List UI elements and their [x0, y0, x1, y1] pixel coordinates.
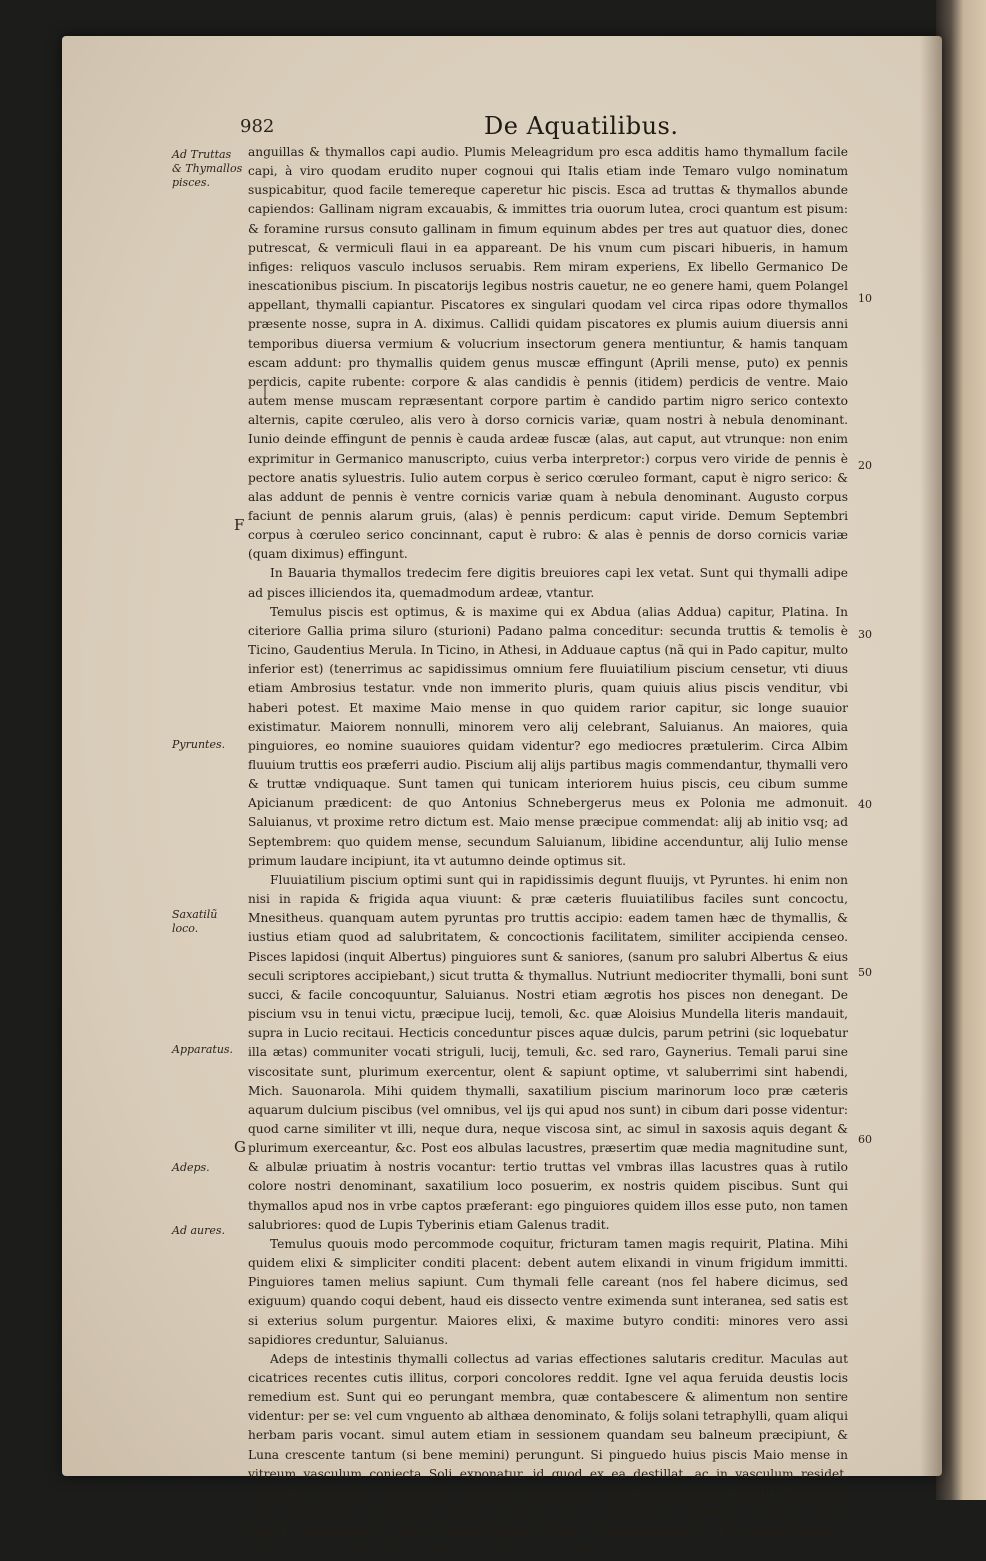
- facing-page-edge: [936, 0, 986, 1500]
- page-number: 982: [240, 116, 275, 137]
- margin-note-truttas: Ad Truttas & Thymallos pisces.: [172, 148, 243, 189]
- margin-note-adeps: Adeps.: [172, 1161, 210, 1174]
- paragraph-temulus: Temulus piscis est optimus, & is maxime qui ex Abdua (alias Addua) capitur, Platina. In citeriore Gallia prima siluro (sturioni) Padano palma conceditur: secunda truttis & temolis è Ticino, Gaudentius Merula. In Ticino, in Athesi, in Adduaue captus (nã qui in Pado capitur, multo inferior est) (tenerrimus ac sapidissimus omnium fere fluuiatilium piscium censetur, vti diuus etiam Ambrosius testatur. vnde non immerito pluris, quam quiuis alius piscis venditur, vbi haberi potest. Et maxime Maio mense in quo quidem rarior capitur, sic longe suauior existimatur. Maiorem nonnulli, minorem vero alij celebrant, Saluianus. An maiores, quia pinguiores, eo nomine suauiores quidam videntur? ego mediocres prætulerim. Circa Albim fluuium truttis eos præferri audio. Piscium alij alijs partibus magis commendantur, thymalli vero & truttæ vndiquaque. Sunt tamen qui tunicam interiorem huius piscis, ceu cibum summe Apicianum prædicent: de quo Antonius Schnebergerus meus ex Polonia me admonuit. Saluianus, vt proxime retro dictum est. Maio mense præcipue commendat: alij ab initio vsq; ad Septembrem: quo quidem mense, secundum Saluianum, libidine accenduntur, alij Iulio mense primum laudare incipiunt, ita vt autumno deinde optimus sit.: [248, 604, 848, 868]
- margin-note-pyruntes: Pyruntes.: [172, 738, 226, 751]
- paragraph-apparatus: Temulus quouis modo percommode coquitur, fricturam tamen magis requirit, Platina. Mihi quidem elixi & simpliciter conditi placent: debent autem elixandi in vinum frigidum immitti. Pinguiores tamen melius sapiunt. Cum thymali felle careant (nos fel habere dicimus, sed exiguum) quando coqui debent, haud eis dissecto ventre eximenda sunt interanea, sed satis est si exterius solum purgentur. Maiores elixi, & maxime butyro conditi: minores vero assi sapidiores creduntur, Saluianus.: [248, 1236, 848, 1347]
- margin-note-apparatus: Apparatus.: [172, 1043, 234, 1056]
- paragraph-adeps: Adeps de intestinis thymalli collectus ad varias effectiones salutaris creditur. Maculas aut cicatrices recentes cutis illitus, corpori concolores reddit. Igne vel aqua feruida deustis locis remedium est. Sunt qui eo perungant membra, quæ contabescere & alimentum non sentire videntur: per se: vel cum vnguento ab althæa denominato, & folijs solani tetraphylli, quam aliqui herbam paris vocant. simul autem etiam in sessionem quandam seu balneum præcipiunt, & Luna crescente tantum (si bene memini) perungunt. Si pinguedo huius piscis Maio mense in vitreum vasculum coniecta Soli exponatur, id quod ex ea destillat, ac in vasculum residet, vulneribus salutare existimatur: auribusque instillatum, grauitatem auditus discutit, Saluianus. Multi piscatores Ticini acolæ adipem thymalli auribus salutarem conditum seruant, Gillius. Nuper amicus quidam ad me scripsit his fere verbis: Narrant piscatores ad Lemanum lacum, è senibus se audiuisse, sanguinem huius piscis si in aures: [248, 1351, 848, 1558]
- section-letter-g: G: [234, 1138, 246, 1156]
- line-number-60: 60: [858, 1133, 872, 1146]
- paragraph-bauaria: In Bauaria thymallos tredecim fere digitis breuiores capi lex vetat. Sunt qui thymalli adipe ad pisces illiciendos ita, quemadmodum ardeæ, vtantur.: [248, 566, 848, 600]
- line-number-50: 50: [858, 966, 872, 979]
- running-title: De Aquatilibus.: [484, 112, 679, 140]
- margin-note-saxatili: Saxatilũ loco.: [172, 908, 218, 935]
- section-letter-f: F: [234, 516, 245, 534]
- line-number-10: 10: [858, 292, 872, 305]
- page-gutter-shadow: [920, 36, 942, 1476]
- margin-note-ad-aures: Ad aures.: [172, 1224, 226, 1237]
- line-number-40: 40: [858, 798, 872, 811]
- body-text: [248, 143, 848, 1561]
- line-number-30: 30: [858, 628, 872, 641]
- paragraph-fluuiatilium: Fluuiatilium piscium optimi sunt qui in rapidissimis degunt fluuijs, vt Pyruntes. hi enim non nisi in rapida & frigida aqua viuunt: & præ cæteris fluuiatilibus faciles sunt concoctu, Mnesitheus. quanquam autem pyruntas pro truttis accipio: eadem tamen hæc de thymallis, & iustius etiam quod ad salubritatem, & concoctionis facilitatem, similiter accipienda censeo. Pisces lapidosi (inquit Albertus) pinguiores sunt & saniores, (sanum pro salubri Albertus & eius seculi scriptores accipiebant,) sicut trutta & thymallus. Nutriunt mediocriter thymalli, boni sunt succi, & facile concoquuntur, Saluianus. Nostri etiam ægrotis hos pisces non denegant. De piscium vsu in tenui victu, præcipue lucij, temoli, &c. quæ Aloisius Mundella literis mandauit, supra in Lucio recitaui. Hecticis conceduntur pisces aquæ dulcis, parum petrini (sic loquebatur illa ætas) communiter vocati striguli, lucij, temuli, &c. sed raro, Gaynerius. Temali parui sine viscositate sunt, plurimum exercentur, olent & sapiunt optime, vt saluberrimi sint habendi, Mich. Sauonarola. Mihi quidem thymalli, saxatilium piscium marinorum loco præ cæteris aquarum dulcium piscibus (vel omnibus, vel ijs qui apud nos sunt) in cibum dari posse videntur: quod carne similiter vt illi, neque dura, neque viscosa sint, ac simul in saxosis aquis degant & plurimum exerceantur, &c. Post eos albulas lacustres, præsertim quæ media magnitudine sunt, & albulæ priuatim à nostris vocantur: tertio truttas vel vmbras illas lacustres quas à rutilo colore nostri denominant, saxatilium loco posuerim, ex nostris quidem piscibus. Sunt qui thymallos apud nos in vrbe captos præferant: ego pinguiores quidem illos esse puto, non tamen salubriores: quod de Lupis Tyberinis etiam Galenus tradit.: [248, 872, 848, 1232]
- line-number-20: 20: [858, 459, 872, 472]
- paragraph-escae: anguillas & thymallos capi audio. Plumis Meleagridum pro esca additis hamo thymallum facile capi, à viro quodam erudito nuper cognoui qui Italis etiam inde Temaro vulgo nominatum suspicabitur, quod facile temereque caperetur hic piscis. Esca ad truttas & thymallos abunde capiendos: Gallinam nigram excauabis, & immittes tria ouorum lutea, croci quantum est pisum: & foramine rursus consuto gallinam in fimum equinum abdes per tres aut quatuor dies, donec putrescat, & vermiculi flaui in ea appareant. De his vnum cum piscari hibueris, in hamum infiges: reliquos vasculo inclusos seruabis. Rem miram experiens, Ex libello Germanico De inescationibus piscium. In piscatorijs legibus nostris cauetur, ne eo genere hami, quem Polangel appellant, thymalli capiantur. Piscatores ex singulari quodam vel circa ripas odore thymallos præsente nosse, supra in A. diximus. Callidi quidam piscatores ex plumis auium diuersis anni temporibus diuersa vermium & volucrium insectorum genera mentiuntur, & hamis tanquam escam addunt: pro thymallis quidem genus muscæ effingunt (Aprili mense, puto) ex pennis perdicis, capite rubente: corpore & alas candidis è pennis (itidem) perdicis de ventre. Maio autem mense muscam repræsentant corpore partim è candido partim nigro serico contexto alternis, capite cœruleo, alis vero à dorso cornicis variæ, quam nostri à nebula denominant. Iunio deinde effingunt de pennis è cauda ardeæ fuscæ (alas, aut caput, aut vtrunque: non enim exprimitur in Germanico manuscripto, cuius verba interpretor:) corpus vero viride de pennis è pectore anatis syluestris. Iulio autem corpus è serico cœruleo formant, caput è nigro serico: & alas addunt de pennis è ventre cornicis variæ quam à nebula denominant. Augusto corpus faciunt de pennis alarum gruis, (alas) è pennis perdicum: caput viride. Demum Septembri corpus à cœruleo serico concinnant, caput è rubro: & alas è pennis de dorso cornicis variæ (quam diximus) effingunt.: [248, 145, 848, 562]
